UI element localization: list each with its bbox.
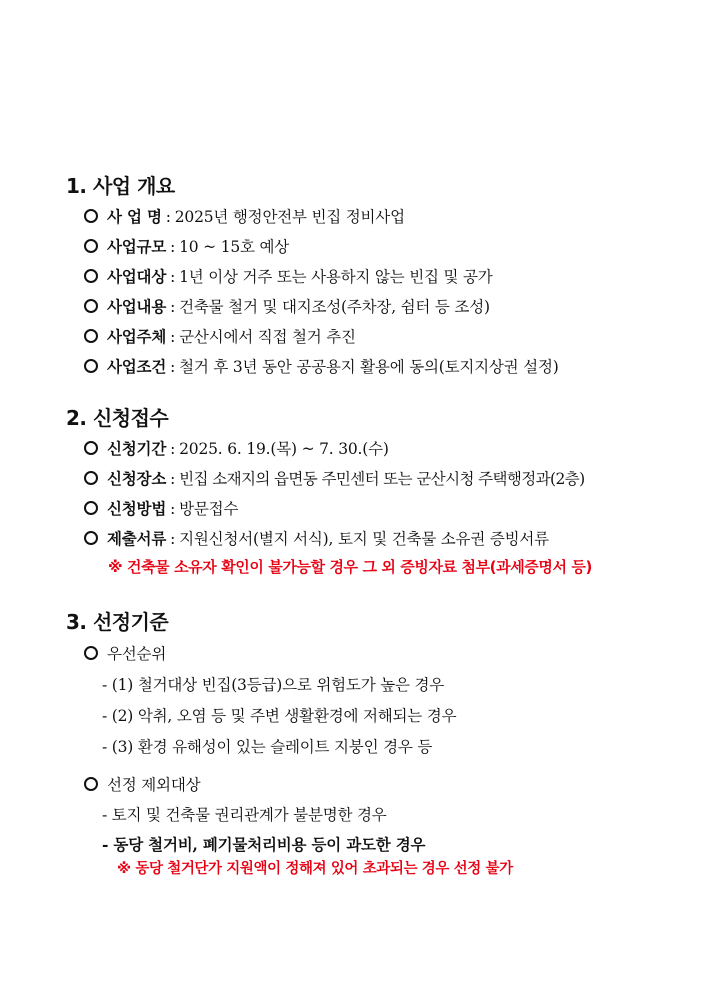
circle-bullet-icon <box>84 646 98 660</box>
item-value: 군산시에서 직접 철거 추진 <box>179 328 356 346</box>
item-label: 신청장소 <box>107 469 167 488</box>
item-label: 제출서류 <box>107 529 167 548</box>
circle-bullet-icon <box>84 239 98 253</box>
circle-bullet-icon <box>84 531 98 545</box>
item-apply-method: 신청방법 : 방문접수 <box>84 497 238 519</box>
circle-bullet-icon <box>84 329 98 343</box>
circle-bullet-icon <box>84 359 98 373</box>
item-value: 빈집 소재지의 읍면동 주민센터 또는 군산시청 주택행정과(2층) <box>179 470 585 488</box>
item-label: 사업대상 <box>107 267 167 286</box>
exclusion-heading <box>84 773 200 795</box>
item-label: 신청방법 <box>107 499 167 518</box>
documents-note: ※ 건축물 소유자 확인이 불가능할 경우 그 외 증빙자료 첨부(과세증명서 등) <box>108 558 592 576</box>
section-1-title: 1. 사업 개요 <box>66 174 175 198</box>
exclusion-item: - 토지 및 건축물 권리관계가 불분명한 경우 <box>102 806 387 824</box>
circle-bullet-icon <box>84 441 98 455</box>
exclusion-note: ※ 동당 철거단가 지원액이 정해져 있어 초과되는 경우 선정 불가 <box>117 861 513 877</box>
item-apply-place: 신청장소 : 빈집 소재지의 읍면동 주민센터 또는 군산시청 주택행정과(2층) <box>84 467 585 489</box>
item-value: 2025년 행정안전부 빈집 정비사업 <box>174 208 405 226</box>
priority-label: 우선순위 <box>107 645 167 663</box>
item-apply-documents: 제출서류 : 지원신청서(별지 서식), 토지 및 건축물 소유권 증빙서류 <box>84 527 549 549</box>
section-2-title: 2. 신청접수 <box>66 406 169 430</box>
item-value: 10 ~ 15호 예상 <box>179 238 290 256</box>
item-project-condition: 사업조건 : 철거 후 3년 동안 공공용지 활용에 동의(토지지상권 설정) <box>84 355 559 377</box>
item-value: 철거 후 3년 동안 공공용지 활용에 동의(토지지상권 설정) <box>179 358 559 376</box>
item-project-owner: 사업주체 : 군산시에서 직접 철거 추진 <box>84 325 356 347</box>
section-3-title: 3. 선정기준 <box>66 610 169 634</box>
item-value: 건축물 철거 및 대지조성(주차장, 쉼터 등 조성) <box>179 298 490 316</box>
item-label: 사업주체 <box>107 327 167 346</box>
circle-bullet-icon <box>84 299 98 313</box>
item-label: 신청기간 <box>107 439 167 458</box>
priority-heading <box>84 642 166 664</box>
item-label: 사업규모 <box>107 237 167 256</box>
exclusion-label: 선정 제외대상 <box>107 776 201 794</box>
item-label: 사업내용 <box>107 297 167 316</box>
item-value: 1년 이상 거주 또는 사용하지 않는 빈집 및 공가 <box>179 268 493 286</box>
circle-bullet-icon <box>84 777 98 791</box>
circle-bullet-icon <box>84 501 98 515</box>
item-project-scale: 사업규모 : 10 ~ 15호 예상 <box>84 235 289 257</box>
item-value: 지원신청서(별지 서식), 토지 및 건축물 소유권 증빙서류 <box>179 530 549 548</box>
item-value: 2025. 6. 19.(목) ~ 7. 30.(수) <box>179 440 389 458</box>
priority-item: - (3) 환경 유해성이 있는 슬레이트 지붕인 경우 등 <box>102 738 433 756</box>
exclusion-item: - 동당 철거비, 폐기물처리비용 등이 과도한 경우 <box>102 835 426 854</box>
priority-item: - (2) 악취, 오염 등 및 주변 생활환경에 저해되는 경우 <box>102 707 457 725</box>
item-project-content: 사업내용 : 건축물 철거 및 대지조성(주차장, 쉼터 등 조성) <box>84 295 490 317</box>
item-project-name: 사 업 명 : 2025년 행정안전부 빈집 정비사업 <box>84 205 405 227</box>
item-label: 사업조건 <box>107 357 167 376</box>
item-value: 방문접수 <box>179 500 239 518</box>
item-apply-period: 신청기간 : 2025. 6. 19.(목) ~ 7. 30.(수) <box>84 437 389 459</box>
circle-bullet-icon <box>84 269 98 283</box>
priority-item: - (1) 철거대상 빈집(3등급)으로 위험도가 높은 경우 <box>102 676 445 694</box>
item-project-target: 사업대상 : 1년 이상 거주 또는 사용하지 않는 빈집 및 공가 <box>84 265 493 287</box>
circle-bullet-icon <box>84 471 98 485</box>
item-label: 사 업 명 <box>107 207 162 226</box>
circle-bullet-icon <box>84 209 98 223</box>
